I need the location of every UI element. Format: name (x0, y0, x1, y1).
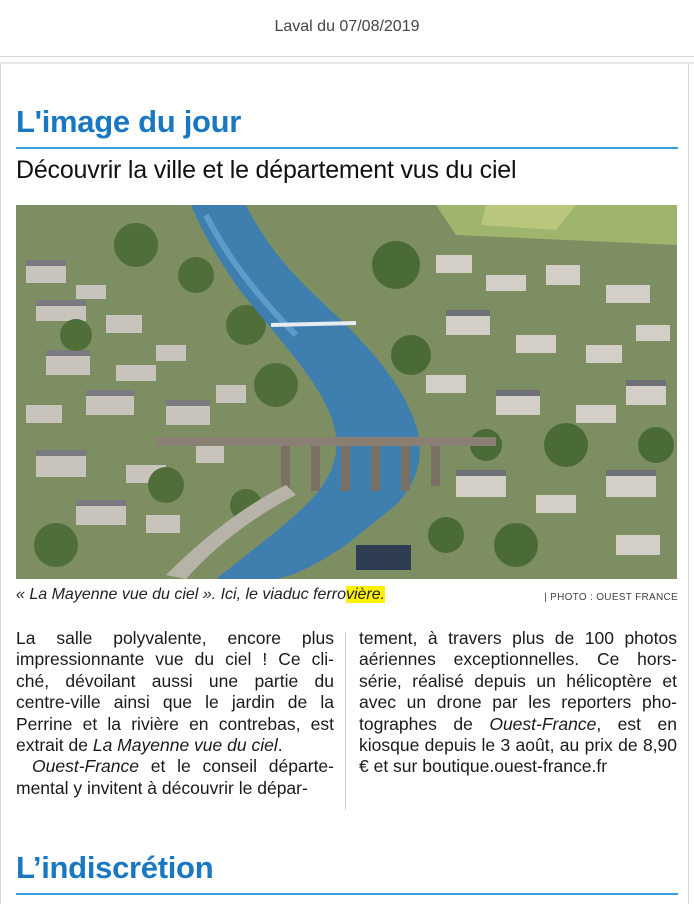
text-line: avec un drone par les reporters pho- (359, 692, 677, 713)
text-fragment: et le conseil départe- (138, 756, 334, 777)
article-paragraph (16, 628, 334, 756)
text-line: aériennes exceptionnelles. Ce hors- (359, 649, 677, 670)
publisher-name: Ouest-France (489, 713, 597, 734)
article-paragraph (359, 628, 677, 778)
section-title-rule (16, 893, 678, 895)
edition-title: Laval du 07/08/2019 (274, 18, 420, 35)
section-title-image-du-jour: L'image du jour (16, 104, 242, 139)
text-fragment: . (277, 735, 283, 756)
page-right-border (688, 64, 689, 904)
photo-credit: | PHOTO : OUEST FRANCE (544, 592, 678, 603)
text-line: série, réalisé depuis un hélicoptère et (359, 670, 677, 691)
book-title: La Mayenne vue du ciel (92, 735, 278, 756)
text-line: tement, à travers plus de 100 photos (359, 628, 677, 648)
section-title-rule (16, 147, 678, 149)
text-line: kiosque depuis le 3 août, au prix de (359, 735, 638, 756)
text-line: mental y invitent à découvrir le dépar- (16, 777, 308, 798)
aerial-photo[interactable] (16, 205, 677, 579)
section-title-indiscretion: L’indiscrétion (16, 850, 214, 885)
caption-highlighted-text: vière. (345, 586, 386, 603)
caption-text: « La Mayenne vue du ciel ». Ici, le viaduc ferro (16, 586, 346, 603)
publisher-name: Ouest-France (32, 756, 139, 777)
article-paragraph (16, 756, 334, 799)
article-headline: Découvrir la ville et le département vus du ciel (16, 156, 517, 184)
text-line: La salle polyvalente, encore plus (16, 628, 334, 648)
text-line: ché, dévoilant aussi une partie du (16, 670, 334, 691)
article-column-left (16, 628, 334, 799)
article-column-right (359, 628, 677, 778)
aerial-photo-illustration (16, 205, 677, 579)
text-line: impressionnante vue du ciel ! Ce cli- (16, 649, 334, 670)
text-fragment: tographes de (359, 713, 490, 734)
text-line: 8,90 € et sur boutique.ouest-france.fr (359, 735, 677, 777)
text-line: centre-ville ainsi que le jardin de la (16, 692, 334, 713)
page-header (0, 0, 694, 57)
photo-caption (16, 586, 385, 604)
page-left-border (0, 64, 1, 904)
text-fragment: , est en (596, 713, 677, 734)
text-line: Perrine et la rivière en contrebas, est (16, 713, 334, 734)
header-divider (0, 62, 694, 64)
column-divider (345, 632, 346, 810)
text-line: extrait de (16, 735, 93, 756)
